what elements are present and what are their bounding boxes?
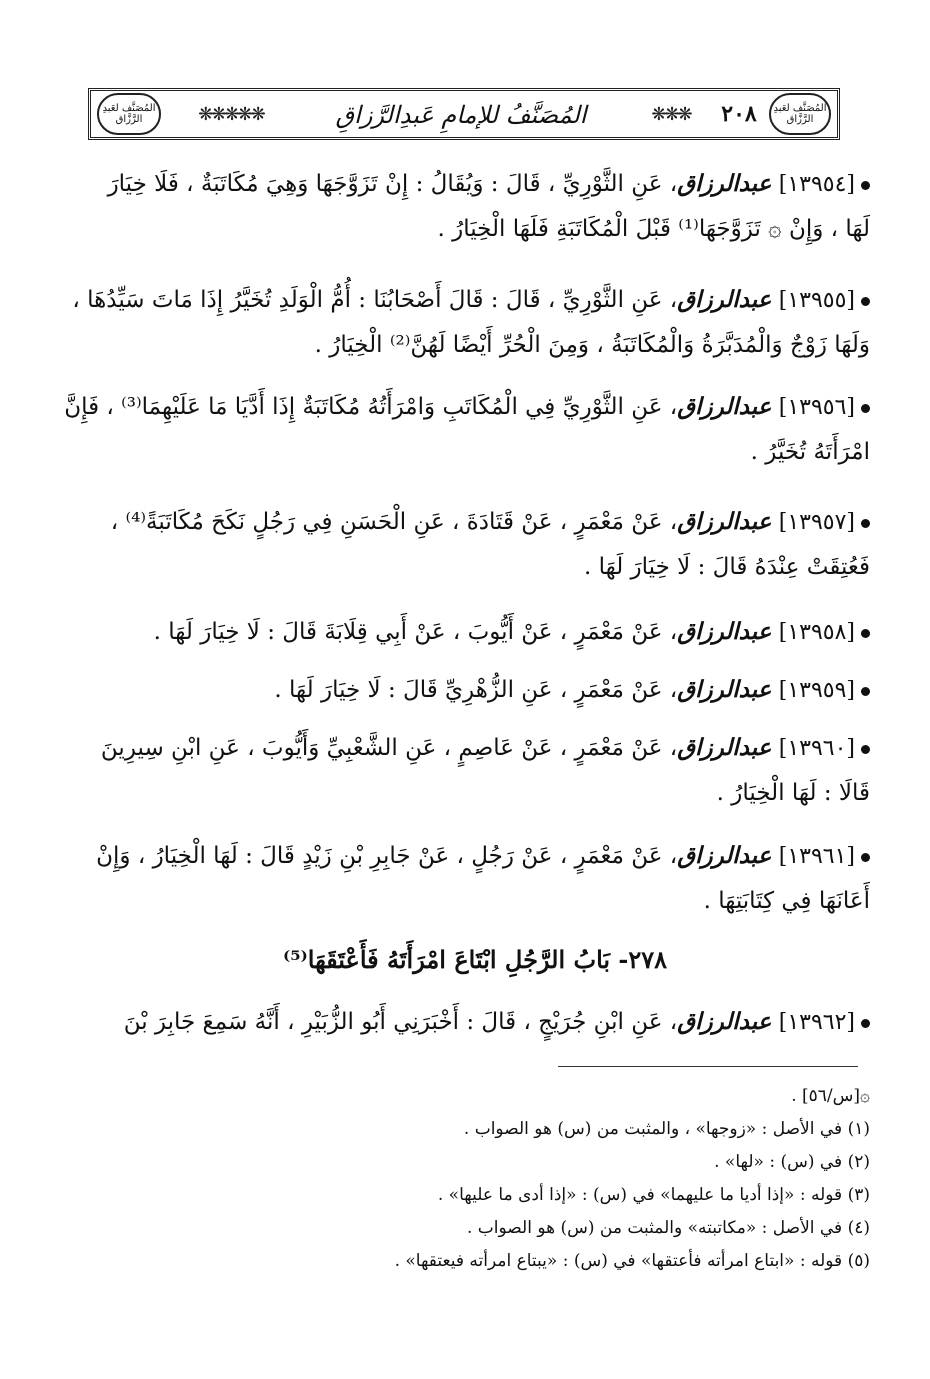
bullet-icon [861, 1019, 870, 1028]
entry-author: عبدالرزاق [677, 676, 772, 703]
page-header [88, 88, 840, 140]
footnote-divider [558, 1066, 858, 1067]
hadith-entry [80, 726, 870, 815]
entry-number: [١٣٩٦٠] [778, 736, 855, 761]
entry-author: عبدالرزاق [677, 286, 772, 313]
page-number: ٢٠٨ [721, 101, 757, 127]
entry-number: [١٣٩٥٥] [778, 288, 855, 313]
hadith-entry [64, 385, 870, 474]
hadith-entry [80, 834, 870, 923]
entry-text: امْرَأَتَهُ تُخَيَّرُ . [750, 439, 870, 465]
entry-text: ، عَنْ مَعْمَرٍ ، عَنْ عَاصِمٍ ، عَنِ الشَّعْبِيِّ وَأَيُّوبَ ، عَنِ ابْنِ سِيرِينَ [100, 735, 678, 761]
entry-number: [١٣٩٥٤] [778, 172, 855, 197]
entry-text: فَعُتِقَتْ عِنْدَهُ قَالَ : لَا خِيَارَ لَهَا . [584, 554, 870, 580]
hadith-entry [72, 278, 870, 367]
chapter-heading: ٢٧٨- بَابُ الرَّجُلِ ابْتَاعَ امْرَأَتَهُ فَأَعْتَقَهَا⁽⁵⁾ [282, 945, 668, 974]
entry-text: ، عَنْ مَعْمَرٍ ، عَنِ الزُّهْرِيِّ قَالَ : لَا خِيَارَ لَهَا . [274, 677, 678, 703]
entry-text: وَلَهَا زَوْجٌ وَالْمُدَبَّرَةُ وَالْمُكَاتَبَةُ ، وَمِنَ الْحُرِّ أَيْضًا لَهُنَّ⁽²⁾ الْخِيَارُ . [314, 332, 870, 358]
bullet-icon [861, 853, 870, 862]
entry-text: قَالَا : لَهَا الْخِيَارُ . [716, 780, 870, 806]
bullet-icon [861, 404, 870, 413]
entry-number: [١٣٩٥٩] [778, 678, 855, 703]
hadith-entry [80, 668, 870, 713]
entry-author: عبدالرزاق [677, 1008, 772, 1035]
entry-number: [١٣٩٥٧] [778, 510, 855, 535]
entry-text: ، عَنِ الثَّوْرِيِّ ، قَالَ : وَيُقَالُ : إِنْ تَزَوَّجَهَا وَهِيَ مُكَاتَبَةٌ ، فَلَا خِيَارَ [107, 171, 678, 197]
entry-text: ، عَنِ الثَّوْرِيِّ فِي الْمُكَاتَبِ وَامْرَأَتُهُ مُكَاتَبَةٌ إِذَا أَدَّيَا مَا عَلَيْهِمَا⁽³⁾ ، فَإِنَّ [64, 394, 678, 420]
header-ornament-left: ❋❋❋❋❋ [198, 103, 264, 125]
footnote: (١) في الأصل : «زوجها» ، والمثبت من (س) هو الصواب . [463, 1119, 870, 1139]
hadith-entry [80, 610, 870, 655]
bullet-icon [861, 629, 870, 638]
header-ornament-right: ❋❋❋ [651, 103, 691, 125]
entry-text: ، عَنْ مَعْمَرٍ ، عَنْ قَتَادَةَ ، عَنِ الْحَسَنِ فِي رَجُلٍ نَكَحَ مُكَاتَبَةً⁽⁴⁾ ، [110, 509, 678, 535]
footnote: ۞[س/٥٦] . [791, 1086, 870, 1106]
entry-author: عبدالرزاق [677, 170, 772, 197]
entry-author: عبدالرزاق [677, 393, 772, 420]
bullet-icon [861, 687, 870, 696]
bullet-icon [861, 297, 870, 306]
entry-text: لَهَا ، وَإِنْ ۞ تَزَوَّجَهَا⁽¹⁾ قَبْلَ الْمُكَاتَبَةِ فَلَهَا الْخِيَارُ . [437, 216, 870, 242]
bullet-icon [861, 519, 870, 528]
footnote: (٥) قوله : «ابتاع امرأته فأعتقها» في (س) : «يبتاع امرأته فيعتقها» . [394, 1251, 870, 1271]
entry-text: ، عَنِ الثَّوْرِيِّ ، قَالَ : قَالَ أَصْحَابُنَا : أُمُّ الْوَلَدِ تُخَيَّرُ إِذَا مَاتَ سَيِّدُهَا ، [72, 287, 678, 313]
entry-author: عبدالرزاق [677, 618, 772, 645]
entry-author: عبدالرزاق [677, 842, 772, 869]
book-title: المُصَنَّفُ للإمامِ عَبدِالرَّزاقِ [335, 101, 587, 129]
footnotes [240, 1080, 870, 1278]
entry-text: ، عَنْ مَعْمَرٍ ، عَنْ رَجُلٍ ، عَنْ جَابِرِ بْنِ زَيْدٍ قَالَ : لَهَا الْخِيَارُ ، وَإِنْ [96, 843, 678, 869]
footnote: (٢) في (س) : «لها» . [714, 1152, 870, 1172]
entry-author: عبدالرزاق [677, 508, 772, 535]
hadith-entry [80, 1000, 870, 1045]
bullet-icon [861, 181, 870, 190]
entry-number: [١٣٩٦٢] [778, 1010, 855, 1035]
entry-number: [١٣٩٥٦] [778, 395, 855, 420]
hadith-entry [80, 162, 870, 251]
book-seal-right: المُصَنَّف لعَبدِ الرَّزَّاق [769, 93, 831, 135]
book-seal-left: المُصَنَّف لعَبدِ الرَّزَّاق [97, 93, 161, 135]
entry-text: ، عَنْ مَعْمَرٍ ، عَنْ أَيُّوبَ ، عَنْ أَبِي قِلَابَةَ قَالَ : لَا خِيَارَ لَهَا . [153, 619, 678, 645]
entry-text: ، عَنِ ابْنِ جُرَيْجٍ ، قَالَ : أَخْبَرَنِي أَبُو الزُّبَيْرِ ، أَنَّهُ سَمِعَ جَابِرَ بْنَ [123, 1009, 678, 1035]
entry-author: عبدالرزاق [677, 734, 772, 761]
entry-number: [١٣٩٥٨] [778, 620, 855, 645]
footnote: (٣) قوله : «إذا أديا ما عليهما» في (س) : «إذا أدى ما عليها» . [437, 1185, 870, 1205]
bullet-icon [861, 745, 870, 754]
entry-text: أَعَانَهَا فِي كِتَابَتِهَا . [703, 888, 870, 914]
hadith-entry [80, 500, 870, 589]
entry-number: [١٣٩٦١] [778, 844, 855, 869]
footnote: (٤) في الأصل : «مكاتبته» والمثبت من (س) هو الصواب . [466, 1218, 870, 1238]
